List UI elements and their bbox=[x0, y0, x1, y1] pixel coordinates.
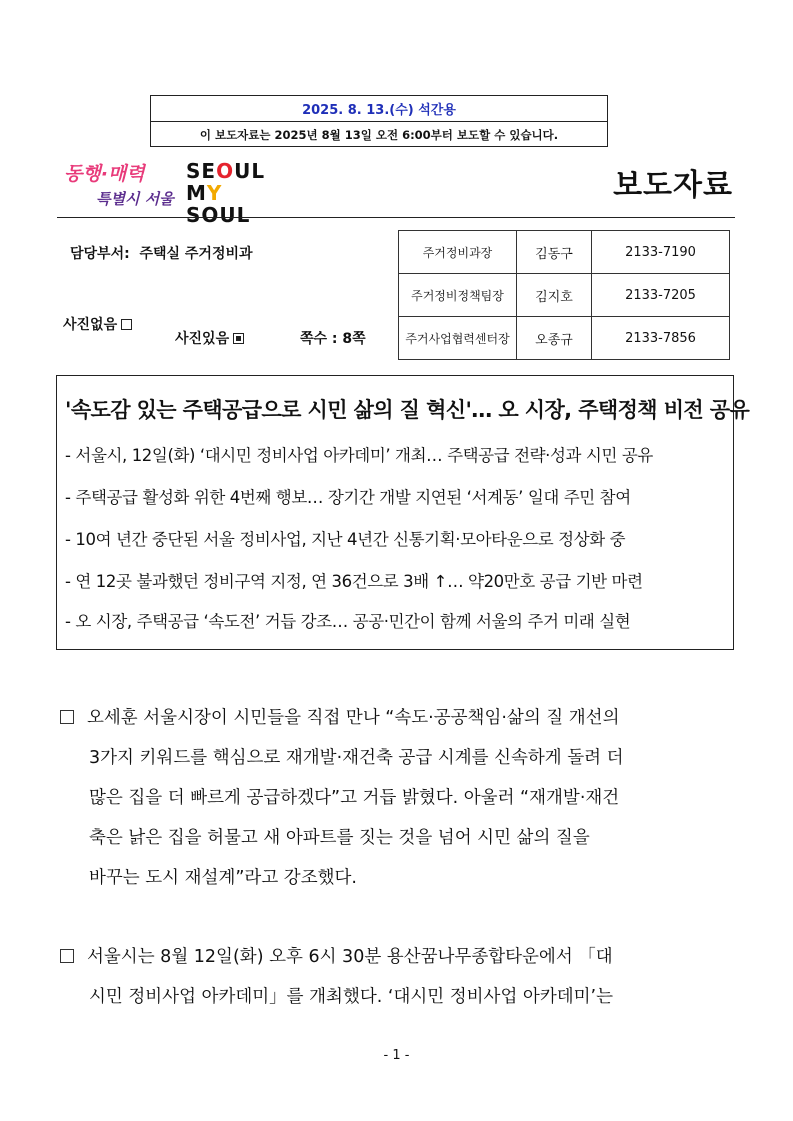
bullet-box-icon bbox=[60, 949, 74, 963]
photo-yes-label: 사진있음 bbox=[175, 331, 230, 347]
page-number: - 1 - bbox=[383, 1048, 410, 1063]
paragraph-line: 바꾸는 도시 재설계”라고 강조했다. bbox=[89, 868, 357, 888]
table-row bbox=[399, 231, 730, 274]
contact-phone: 2133-7205 bbox=[592, 274, 730, 317]
summary-point: - 서울시, 12일(화) ‘대시민 정비사업 아카데미’ 개최… 주택공급 전략·성과 시민 공유 bbox=[65, 446, 653, 465]
summary-box bbox=[56, 375, 750, 650]
embargo-box bbox=[150, 95, 608, 147]
paragraph-line bbox=[60, 698, 740, 738]
contact-title: 주거정비정책팀장 bbox=[399, 274, 517, 317]
summary-point: - 주택공급 활성화 위한 4번째 행보… 장기간 개발 지연된 ‘서계동’ 일대 주민 참여 bbox=[65, 488, 631, 507]
contact-phone: 2133-7190 bbox=[592, 231, 730, 274]
paragraph-line: 시민 정비사업 아카데미」를 개최했다. ‘대시민 정비사업 아카데미’는 bbox=[89, 987, 613, 1007]
contacts-table bbox=[398, 230, 730, 360]
dongheng-seoul-logo bbox=[62, 158, 180, 210]
svg-text:동행·매력: 동행·매력 bbox=[64, 163, 145, 185]
embargo-date: 2025. 8. 13.(수) 석간용 bbox=[151, 96, 607, 122]
contact-phone: 2133-7856 bbox=[592, 317, 730, 360]
summary-point: - 연 12곳 불과했던 정비구역 지정, 연 36건으로 3배 ↑… 약20만호 공급 기반 마련 bbox=[65, 572, 643, 591]
photo-none-label: 사진없음 bbox=[63, 317, 118, 333]
headline: '속도감 있는 주택공급으로 시민 삶의 질 혁신'… 오 시장, 주택정책 비전 공유 bbox=[65, 398, 750, 422]
paragraph-line: 많은 집을 더 빠르게 공급하겠다”고 거듭 밝혔다. 아울러 “재개발·재건 bbox=[89, 788, 620, 808]
photo-none-option bbox=[63, 314, 132, 334]
department bbox=[70, 243, 253, 263]
svg-text:특별시 서울: 특별시 서울 bbox=[96, 190, 174, 208]
pages-label: 쪽수 : bbox=[300, 331, 338, 347]
contact-name: 김동구 bbox=[517, 231, 592, 274]
paragraph-line: 3가지 키워드를 핵심으로 재개발·재건축 공급 시계를 신속하게 돌려 더 bbox=[89, 748, 624, 768]
photo-yes-option bbox=[175, 328, 244, 348]
summary-point: - 오 시장, 주택공급 ‘속도전’ 거듭 강조… 공공·민간이 함께 서울의 주거 미래 실현 bbox=[65, 612, 631, 631]
dept-value: 주택실 주거정비과 bbox=[139, 246, 253, 262]
paragraph-line: 축은 낡은 집을 허물고 새 아파트를 짓는 것을 넘어 시민 삶의 질을 bbox=[89, 828, 590, 848]
pages-value: 8쪽 bbox=[342, 331, 366, 347]
contact-name: 오종규 bbox=[517, 317, 592, 360]
page-count bbox=[300, 328, 366, 348]
contact-name: 김지호 bbox=[517, 274, 592, 317]
paragraph-line bbox=[60, 937, 740, 977]
body-paragraph-2 bbox=[60, 937, 740, 1017]
dept-label: 담당부서: bbox=[70, 246, 130, 262]
line-text: 오세훈 서울시장이 시민들을 직접 만나 “속도·공공책임·삶의 질 개선의 bbox=[87, 708, 620, 728]
line-text: 서울시는 8월 12일(화) 오후 6시 30분 용산꿈나무종합타운에서 「대 bbox=[87, 947, 613, 967]
photo-none-checkbox bbox=[121, 319, 132, 330]
table-row bbox=[399, 274, 730, 317]
bullet-box-icon bbox=[60, 710, 74, 724]
press-release-title: 보도자료 bbox=[613, 168, 733, 203]
seoul-my-soul-logo: SEOUL MY SOUL bbox=[186, 159, 266, 227]
contact-title: 주거정비과장 bbox=[399, 231, 517, 274]
contact-title: 주거사업협력센터장 bbox=[399, 317, 517, 360]
embargo-notice: 이 보도자료는 2025년 8월 13일 오전 6:00부터 보도할 수 있습니다. bbox=[199, 127, 559, 142]
header-rule bbox=[57, 217, 735, 218]
summary-point: - 10여 년간 중단된 서울 정비사업, 지난 4년간 신통기획·모아타운으로 정상화 중 bbox=[65, 530, 626, 549]
photo-yes-checkbox bbox=[233, 333, 244, 344]
body-paragraph-1 bbox=[60, 698, 740, 898]
table-row bbox=[399, 317, 730, 360]
